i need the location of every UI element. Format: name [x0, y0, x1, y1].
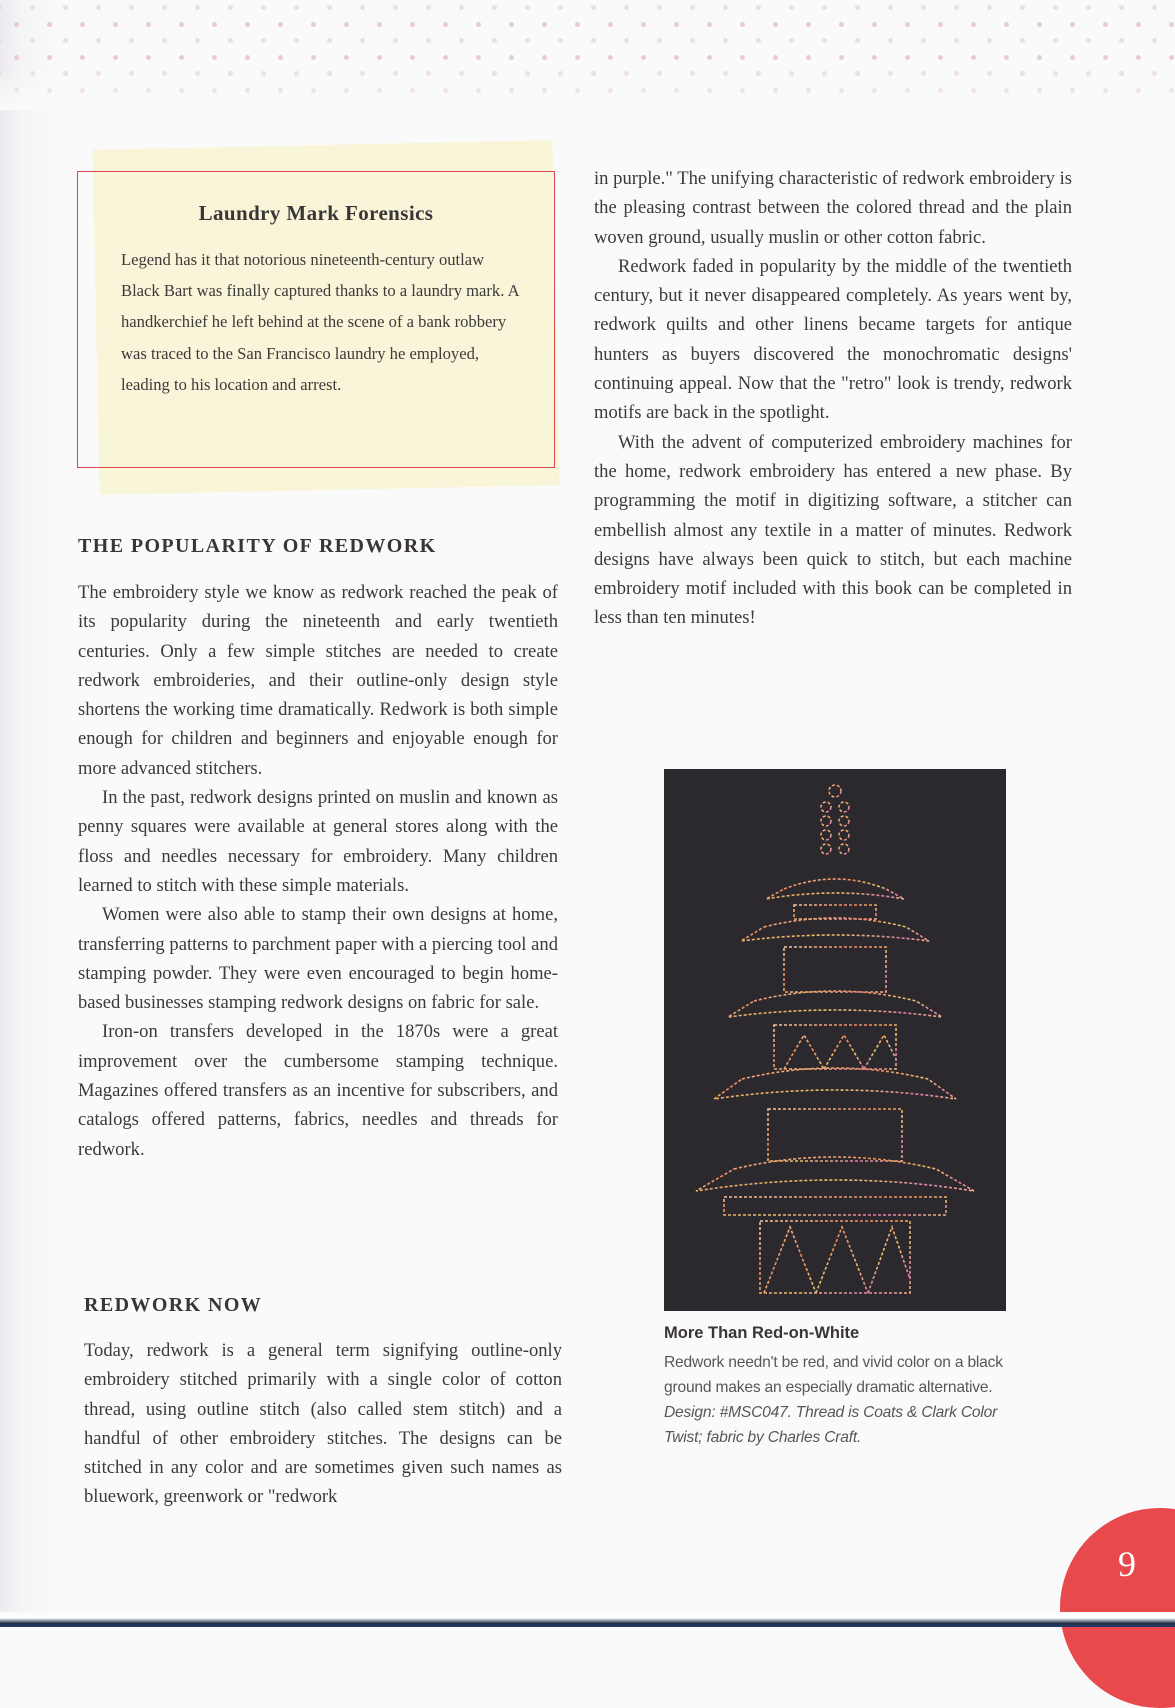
paragraph: The embroidery style we know as redwork reached the peak of its popularity during the nineteenth and early twentieth centuries. Only a few simple stitches are needed to create redwork embroideries, and their outline-only design style shortens the working time dramatically. Redwork is both simple enough for children and beginners and enjoyable enough for more advanced stitchers. — [78, 582, 558, 779]
section-heading-popularity: THE POPULARITY OF REDWORK — [78, 535, 437, 557]
sidebar-text: Legend has it that notorious nineteenth-century outlaw Black Bart was finally captured thanks to a laundry mark. A handkerchief he left behind at the scene of a bank robbery was traced to the San Francisco laundry he employed, leading to his location and arrest. — [121, 250, 519, 394]
paragraph: Iron-on transfers developed in the 1870s were a great improvement over the cumbersome stamping technique. Magazines offered transfers as an incentive for subscribers, and catalogs offered patterns, fabrics, needles and threads for redwork. — [78, 1021, 558, 1160]
paragraph: Today, redwork is a general term signifying outline-only embroidery stitched primarily with a single color of cotton thread, using outline stitch (also called stem stitch) and a handful of other embroidery stitches. The designs can be stitched in any color and are sometimes given such names as bluework, greenwork or "redwork — [84, 1340, 562, 1508]
sidebar-title: Laundry Mark Forensics — [198, 201, 434, 225]
section-popularity-body — [78, 578, 558, 1164]
caption-description: Redwork needn't be red, and vivid color on a black ground makes an especially dramatic alternative. — [664, 1354, 1003, 1396]
pagoda-icon — [664, 769, 1006, 1311]
paragraph: in purple." The unifying characteristic of redwork embroidery is the pleasing contrast between the colored thread and the plain woven ground, usually muslin or other cotton fabric. — [594, 168, 1072, 248]
paragraph: In the past, redwork designs printed on muslin and known as penny squares were available at general stores along with the floss and needles necessary for embroidery. Many children learned to stitch with these simple materials. — [78, 787, 558, 896]
header-fade — [0, 70, 1175, 110]
caption-credit: Design: #MSC047. Thread is Coats & Clark Color Twist; fabric by Charles Craft. — [664, 1404, 998, 1446]
caption-title: More Than Red-on-White — [664, 1324, 860, 1342]
paragraph: With the advent of computerized embroidery machines for the home, redwork embroidery has entered a new phase. By programming the motif in digitizing software, a stitcher can embellish almost any textile in a matter of minutes. Redwork designs have always been quick to stitch, but each machine embroidery motif included with this book can be completed in less than ten minutes! — [594, 431, 1072, 629]
column-two-body — [594, 164, 1072, 633]
page-bottom-edge — [0, 1612, 1175, 1627]
page-number: 9 — [1118, 1544, 1136, 1584]
section-heading-redwork-now: REDWORK NOW — [84, 1294, 263, 1316]
caption-text — [664, 1350, 1024, 1450]
section-redwork-now-body — [84, 1336, 562, 1512]
paragraph: Redwork faded in popularity by the middle of the twentieth century, but it never disappeared completely. As years went by, redwork quilts and other linens became targets for antique hunters as buyers discovered the monochromatic designs' continuing appeal. Now that the "retro" look is trendy, redwork motifs are back in the spotlight. — [594, 255, 1072, 424]
paragraph: Women were also able to stamp their own designs at home, transferring patterns to parchment paper with a piercing tool and stamping powder. They were even encouraged to begin home-based businesses stamping redwork designs on fabric for sale. — [78, 904, 558, 1014]
pagoda-embroidery-photo — [664, 769, 1006, 1311]
